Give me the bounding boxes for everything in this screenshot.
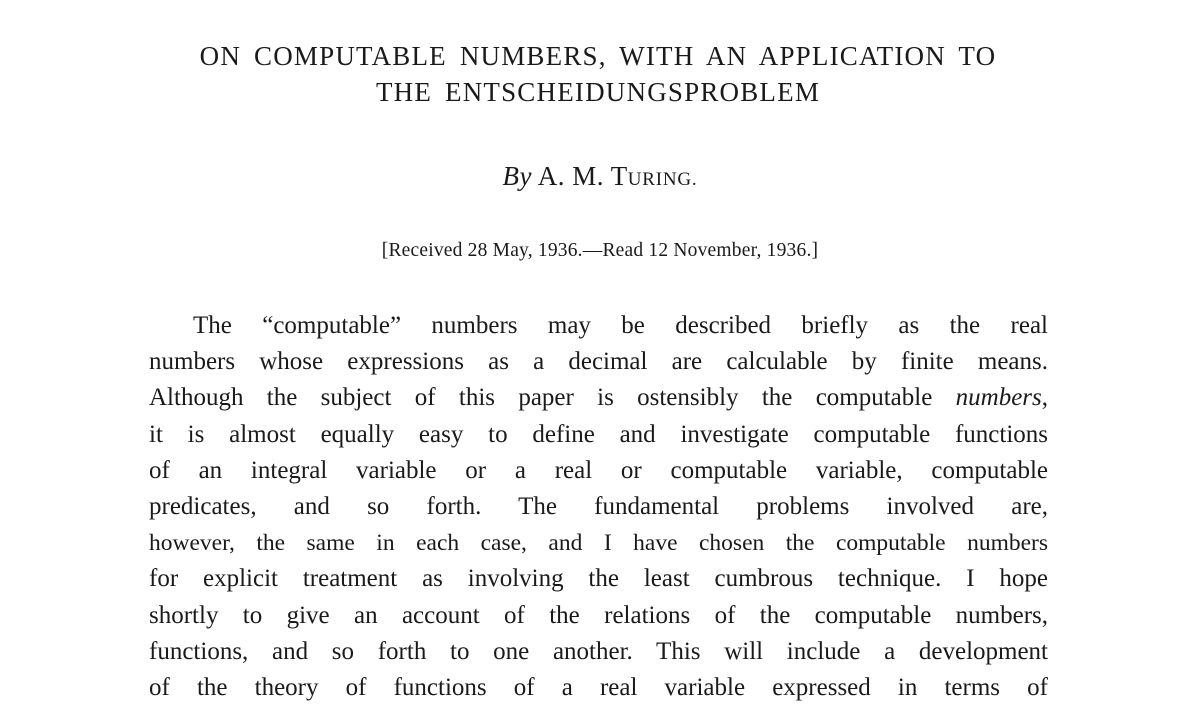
abstract-paragraph [149,308,1048,706]
paragraph-line: shortly to give an account of the relations of the computable numbers, [149,601,1048,629]
paragraph-line: of an integral variable or a real or computable variable, computable [149,456,1048,484]
author-line [148,158,1052,198]
paragraph-comma: , [1041,384,1048,412]
paragraph-emphasis: numbers [955,384,1042,412]
paragraph-line: it is almost equally easy to define and investigate computable functions [149,420,1048,448]
paragraph-line: however, the same in each case, and I have chosen the computable numbers [149,530,1048,557]
paragraph-line: The “computable” numbers may be described briefly as the real [193,312,1048,339]
paragraph-line: numbers whose expressions as a decimal are calculable by finite means. [149,348,1048,376]
paragraph-line-text: Although the subject of this paper is ostensibly the computable [149,384,956,412]
paragraph-line: functions, and so forth to one another. This will include a development [149,637,1048,665]
author-name-initials: A. M. T [537,161,628,191]
author-by: By [502,161,532,191]
paper-title-line-2: THE ENTSCHEIDUNGSPROBLEM [375,77,821,107]
paragraph-line [149,380,1048,416]
paper-title-line-1: ON COMPUTABLE NUMBERS, WITH AN APPLICATION TO [199,41,997,71]
paragraph-line: for explicit treatment as involving the least cumbrous technique. I hope [149,565,1048,593]
paragraph-line: predicates, and so forth. The fundamental problems involved are, [149,492,1048,520]
paragraph-line: of the theory of functions of a real variable expressed in terms of [149,673,1048,701]
received-date-note: [Received 28 May, 1936.—Read 12 November, 1936.] [381,240,819,261]
author-name-smallcaps: URING. [627,169,698,190]
